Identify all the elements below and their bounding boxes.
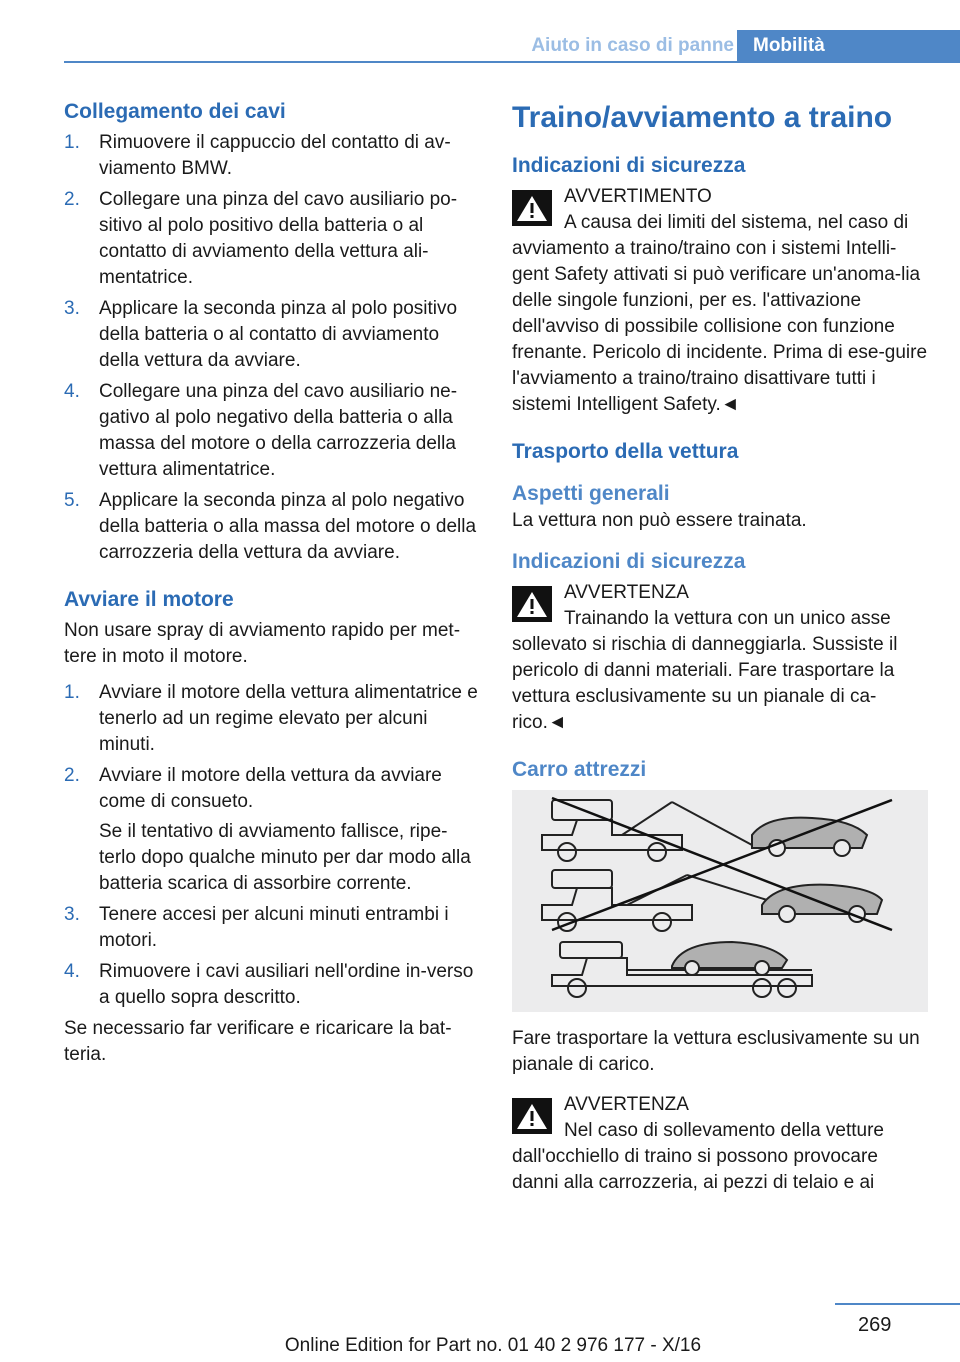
warning-block [512,580,928,736]
cables-heading: Collegamento dei cavi [64,100,286,123]
warning-triangle-icon [512,1098,552,1134]
page-number: 269 [858,1314,892,1336]
tow-truck-drawing [512,790,928,1012]
list-item: 3. Applicare la seconda pinza al polo positivo della batteria o al contatto di avviamento della vettura da avviare. [64,298,458,371]
engine-closing: Se necessario far verificare e ricaricare la bat-teria. [64,1018,452,1065]
warning-label: AVVERTENZA [564,582,689,603]
tow-caption: Fare trasportare la vettura esclusivamente su un pianale di carico. [512,1028,920,1075]
step-continuation: Se il tentativo di avviamento fallisce, ripe-terlo dopo qualche minuto per dar modo alla batteria scarica di assorbire corrente. [99,821,471,894]
left-column [64,98,480,1068]
list-item: 5. Applicare la seconda pinza al polo negativo della batteria o alla massa del motore o della carrozzeria della vettura da avviare. [64,490,477,563]
header-rule [64,61,960,63]
warning-triangle-icon [512,586,552,622]
list-item: 4. Collegare una pinza del cavo ausiliario ne-gativo al polo negativo della batteria o alla massa del motore o della carrozzeria della vettura alimentatrice. [64,381,458,480]
engine-steps [64,680,480,1011]
list-item: 1. Avviare il motore della vettura alimentatrice e tenerlo ad un regime elevato per alcuni minuti. [64,682,478,755]
warning-block [512,184,928,418]
footer-rule [835,1303,960,1305]
transport-heading: Trasporto della vettura [512,440,739,463]
list-item: 2. Avviare il motore della vettura da avviare come di consueto. Se il tentativo di avviamento fallisce, ripe-terlo dopo qualche minuto per dar modo alla batteria scarica di assorbire corrente. [64,763,480,897]
warning-text: Trainando la vettura con un unico asse sollevato si rischia di danneggiarla. Sussiste il pericolo di danni materiali. Fare trasportare la vettura esclusivamente su un pianale di ca-rico.◄ [512,608,898,733]
warning-text: A causa dei limiti del sistema, nel caso di avviamento a traino/traino con i sistemi Intelli-gent Safety attivati si può verificare un'anoma-lia delle singole funzioni, per es. l'attivazione dell'avviso di possibile collisione con funzione frenante. Pericolo di incidente. Prima di ese-guire l'avviamento a traino/traino disattivare tutti i sistemi Intelligent Safety.◄ [512,212,928,415]
warning-text: Nel caso di sollevamento della vetture dall'occhiello di traino si possono provocare danni alla carrozzeria, ai pezzi di telaio e ai [512,1120,885,1193]
list-item: 1. Rimuovere il cappuccio del contatto di av-viamento BMW. [64,132,451,179]
list-item: 3. Tenere accesi per alcuni minuti entrambi i motori. [64,904,449,951]
header-tab[interactable]: Mobilità [737,30,960,62]
header-chapter: Aiuto in caso di panne [531,35,734,56]
right-column [512,100,928,1198]
tow-truck-illustration [512,790,928,1012]
general-heading: Aspetti generali [512,482,670,505]
warning-block [512,1092,928,1196]
tow-heading: Carro attrezzi [512,758,647,781]
safety-heading: Indicazioni di sicurezza [512,154,746,177]
page-title: Traino/avviamento a traino [512,101,893,134]
cables-steps [64,130,480,566]
warning-label: AVVERTENZA [564,1094,689,1115]
transport-safety-heading: Indicazioni di sicurezza [512,550,746,573]
warning-triangle-icon [512,190,552,226]
footer-edition: Online Edition for Part no. 01 40 2 976 177 - X/16 [284,1335,702,1356]
list-item: 2. Collegare una pinza del cavo ausiliario po-sitivo al polo positivo della batteria o al contatto di avviamento della vettura ali-mentatrice. [64,189,458,288]
engine-intro: Non usare spray di avviamento rapido per met-tere in moto il motore. [64,620,461,667]
engine-heading: Avviare il motore [64,588,234,611]
warning-label: AVVERTIMENTO [564,186,712,207]
list-item: 4. Rimuovere i cavi ausiliari nell'ordine in-verso a quello sopra descritto. [64,961,474,1008]
general-text: La vettura non può essere trainata. [512,510,807,531]
